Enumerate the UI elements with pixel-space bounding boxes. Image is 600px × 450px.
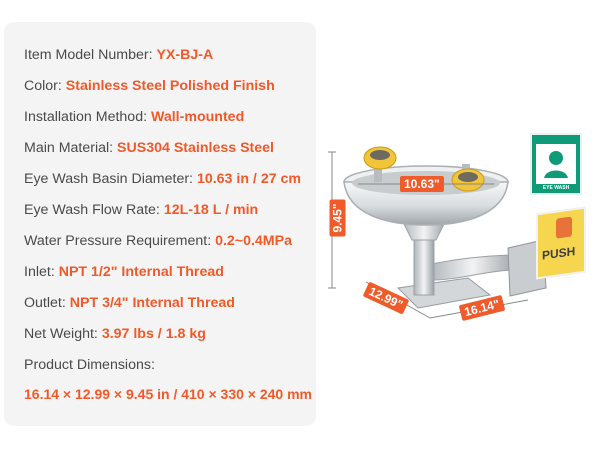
spec-row-net-weight [24, 325, 206, 343]
spec-row-dimensions [24, 356, 155, 374]
spec-value-installation: Wall-mounted [150, 109, 245, 125]
spec-label-inlet: Inlet: [24, 264, 59, 280]
spec-label-dimensions: Product Dimensions: [24, 357, 155, 373]
spec-row-model [24, 46, 213, 64]
spec-label-installation: Installation Method: [24, 109, 151, 125]
dim-label-width: 16.14" [459, 295, 505, 321]
spec-value-inlet: NPT 1/2" Internal Thread [58, 264, 224, 280]
eye-wash-sign [530, 133, 582, 195]
push-sign [536, 206, 586, 279]
spec-value-color: Stainless Steel Polished Finish [65, 78, 275, 94]
spec-label-outlet: Outlet: [24, 295, 70, 311]
spec-value-dimensions: 16.14 × 12.99 × 9.45 in / 410 × 330 × 240 mm [24, 386, 312, 402]
push-hand-icon [556, 216, 572, 238]
spec-label-water-pressure: Water Pressure Requirement: [24, 233, 216, 249]
dim-label-diameter: 10.63" [400, 176, 444, 192]
eye-wash-sign-icon [536, 144, 576, 184]
spec-label-net-weight: Net Weight: [24, 326, 102, 342]
spec-value-basin-diameter: 10.63 in / 27 cm [196, 171, 302, 187]
spec-value-net-weight: 3.97 lbs / 1.8 kg [101, 326, 206, 342]
spec-row-water-pressure [24, 232, 292, 250]
spec-row-basin-diameter [24, 170, 301, 188]
eye-wash-sign-text: EYE WASH [542, 185, 570, 191]
spec-value-material: SUS304 Stainless Steel [117, 140, 274, 156]
spec-row-material [24, 139, 274, 157]
spec-label-color: Color: [24, 78, 66, 94]
spec-label-flow-rate: Eye Wash Flow Rate: [24, 202, 164, 218]
spec-value-flow-rate: 12L-18 L / min [163, 202, 259, 218]
spec-row-inlet [24, 263, 224, 281]
spec-row-flow-rate [24, 201, 258, 219]
dim-label-depth: 12.99" [363, 282, 409, 315]
spec-label-material: Main Material: [24, 140, 118, 156]
spec-row-outlet [24, 294, 235, 312]
dim-label-height: 9.45" [330, 199, 346, 236]
spec-label-basin-diameter: Eye Wash Basin Diameter: [24, 171, 197, 187]
spec-row-color [24, 77, 275, 95]
spec-label-model: Item Model Number: [24, 47, 157, 63]
spec-value-outlet: NPT 3/4" Internal Thread [69, 295, 235, 311]
spec-row-installation [24, 108, 244, 126]
push-label: PUSH [542, 243, 576, 263]
spec-value-water-pressure: 0.2~0.4MPa [215, 233, 292, 249]
spec-value-model: YX-BJ-A [156, 47, 214, 63]
